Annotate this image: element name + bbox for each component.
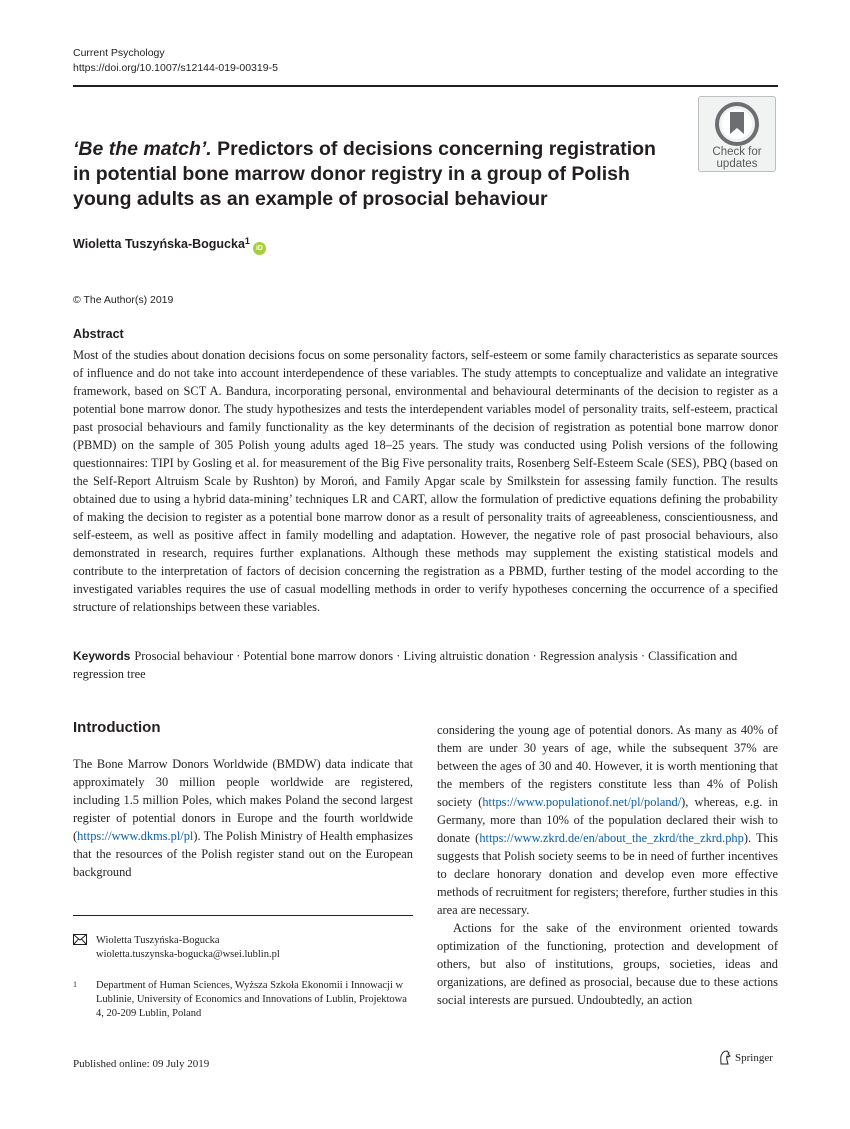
- affiliation-text: Department of Human Sciences, Wyższa Szkoła Ekonomii i Innowacji w Lublinie, University of Economics and Innovations of Lublin, Projektowa 4, 20-209 Lublin, Poland: [96, 980, 407, 1019]
- publisher-name: Springer: [735, 1051, 773, 1064]
- keywords-text: Prosocial behaviour · Potential bone marrow donors · Living altruistic donation · Regression analysis · Classification and regression tree: [73, 649, 738, 681]
- title-line2: in potential bone marrow donor registry in a group of Polish: [73, 163, 630, 185]
- intro-right-text-b: ), whereas, e.g. in Germany, more than 10% of the population declared their wish to donate (: [437, 795, 778, 845]
- abstract-heading: Abstract: [73, 327, 124, 341]
- envelope-icon: [73, 934, 87, 945]
- contact-email[interactable]: wioletta.tuszynska-bogucka@wsei.lublin.pl: [96, 949, 280, 960]
- intro-right-paragraph-1: [437, 721, 778, 919]
- bookmark-icon: [715, 102, 759, 146]
- keywords-heading: Keywords: [73, 649, 131, 663]
- introduction-heading: Introduction: [73, 719, 161, 736]
- affiliation-number: 1: [73, 980, 77, 989]
- badge-line2: updates: [716, 158, 758, 170]
- intro-left-text-a: The Bone Marrow Donors Worldwide (BMDW) data indicate that approximately 30 million people worldwide are registered, including 1.5 million Poles, which makes Poland the second largest register of potential donors in Europe and the fourth worldwide (: [73, 757, 413, 843]
- copyright: © The Author(s) 2019: [73, 294, 174, 306]
- author-name: Wioletta Tuszyńska-Bogucka: [73, 237, 245, 251]
- orcid-icon[interactable]: iD: [253, 242, 266, 255]
- abstract-text: Most of the studies about donation decisions focus on some personality factors, self-esteem or some family characteristics as separate sources of influence and do not take into account interdependence of these variables. The study attempts to conceptualize and validate an integrative framework, based on SCT A. Bandura, incorporating personal, environmental and behavioural determinants of the decision to register as a potential bone marrow donor. The study hypothesizes and tests the interdependent variables model of personality traits, self-esteem, practical past prosocial behaviours and family functionality as the key determinants of the decision of registration as potential bone marrow donor (PBMD) on the sample of 305 Polish young adults aged 18–25 years. The study was conducted using Polish versions of the following questionnaires: TIPI by Gosling et al. for measurement of the Big Five personality traits, Rosenberg Self-Esteem Scale (SES), PBQ (based on the Self-Report Altruism Scale by Rushton) by Moroń, and Family Apgar scale by Smilkstein for assessing family function. The results obtained due to using a hybrid data-mining’ techniques LR and CART, allow the formulation of predictive equations defining the probability of making the decision to register as a potential bone marrow donor as a result of personality traits of agreeableness, conscientiousness, and self-esteem, as well as positive affect in family modelling and adaptation. However, the negative role of past prosocial behaviours, also demonstrated in research, requires further explanations. Although these methods may supplement the existing statistical models and contribute to the interpretation of factors of decision concerning the registration as a PBMD, further testing of the model according to the investigated variables requires the use of casual modelling methods in order to verify hypotheses concerning the occurrence of a specified structure of relationships between these variables.: [73, 348, 778, 614]
- title-italic: ‘Be the match’.: [73, 138, 212, 160]
- publisher-logo: [718, 1050, 773, 1065]
- intro-right-paragraph-2: Actions for the sake of the environment oriented towards optimization of the functioning, protection and development of others, but also of institutions, groups, societies, ideas and organizations, are defined as prosocial, because due to these actions social interests are pursued. Undoubtedly, an action: [437, 921, 778, 1007]
- intro-right-text-c: ). This suggests that Polish society seems to be in need of further incentives to declare honorary donation and develop even more effective methods of recruitment for registers; therefore, further studies in this area are necessary.: [437, 831, 778, 917]
- intro-left-text-b: ). The Polish Ministry of Health emphasizes that the resources of the Polish register stand out on the European background: [73, 829, 413, 879]
- article-title: [73, 137, 673, 212]
- springer-horse-icon: [718, 1050, 732, 1065]
- intro-right-column: [437, 721, 778, 1009]
- intro-left-column: [73, 755, 413, 881]
- check-for-updates-badge[interactable]: [698, 96, 776, 172]
- badge-line1: Check for: [712, 146, 762, 158]
- intro-right-text-a: considering the young age of potential donors. As many as 40% of them are under 30 years of age, while the subsequent 37% are between the ages of 30 and 40. However, it is worth mentioning that the members of the registers constitute less than 4% of Polish society (: [437, 723, 778, 809]
- title-line3: young adults as an example of prosocial behaviour: [73, 188, 548, 210]
- contact-name: Wioletta Tuszyńska-Bogucka: [96, 935, 220, 946]
- header-rule: [73, 85, 778, 87]
- published-date: Published online: 09 July 2019: [73, 1058, 210, 1070]
- dkms-link[interactable]: https://www.dkms.pl/pl: [77, 829, 194, 843]
- author-line: [73, 236, 266, 255]
- zkrd-link[interactable]: https://www.zkrd.de/en/about_the_zkrd/the_zkrd.php: [479, 831, 744, 845]
- author-affil-mark: 1: [244, 236, 250, 246]
- journal-header: [73, 46, 278, 76]
- populationof-link[interactable]: https://www.populationof.net/pl/poland/: [482, 795, 682, 809]
- footnote-rule: [73, 915, 413, 916]
- doi-link[interactable]: https://doi.org/10.1007/s12144-019-00319-5: [73, 62, 278, 74]
- journal-name: Current Psychology: [73, 47, 165, 59]
- keywords: [73, 647, 778, 683]
- title-line1: Predictors of decisions concerning registration: [211, 138, 656, 160]
